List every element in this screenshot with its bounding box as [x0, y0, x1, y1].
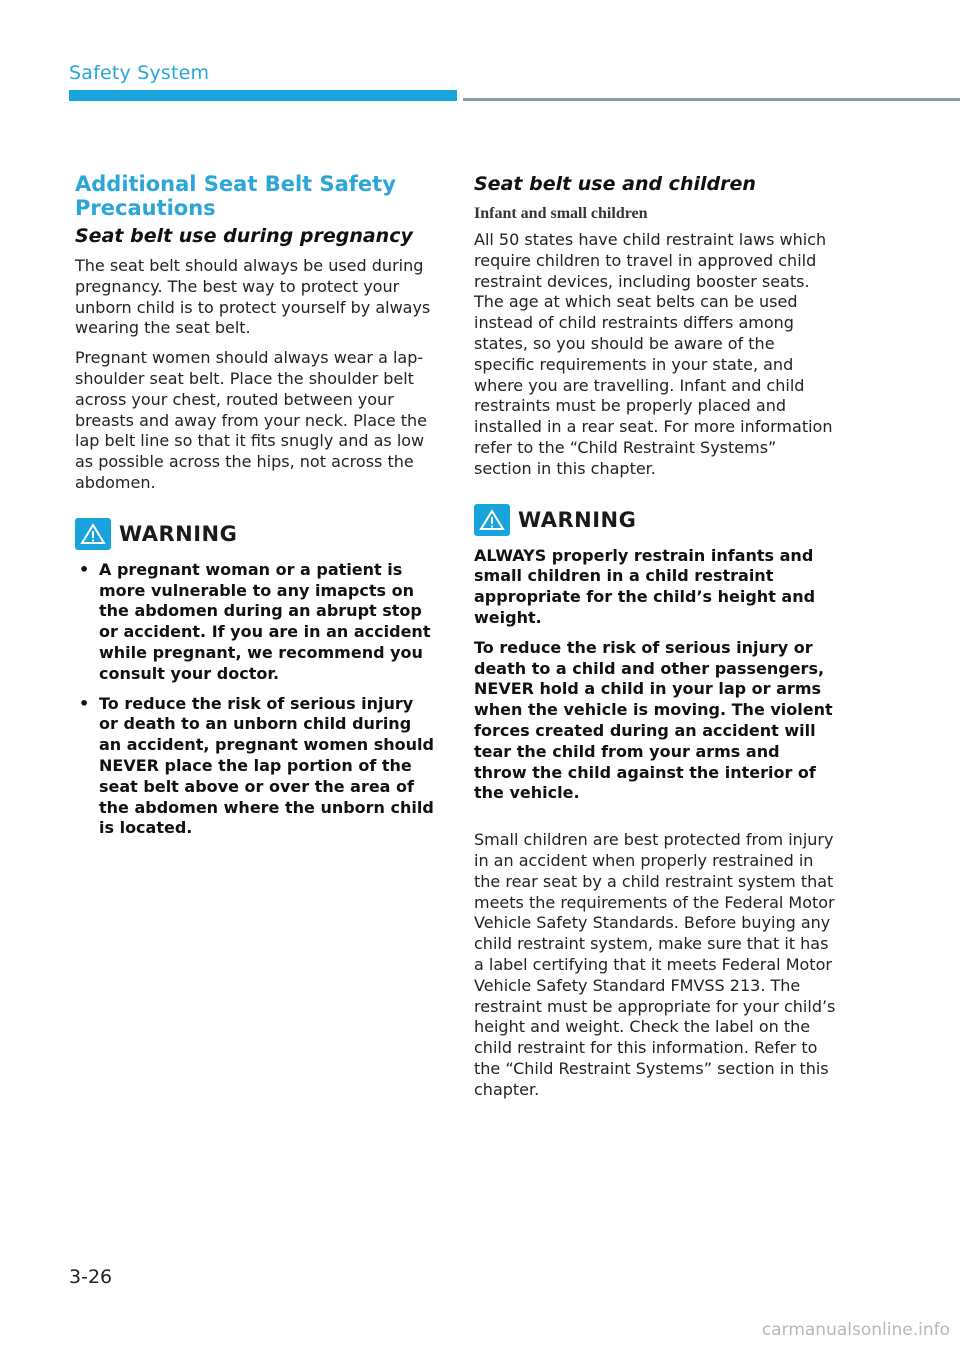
- minor-title-infants: Infant and small children: [474, 205, 648, 222]
- warning-list: [75, 560, 437, 839]
- right-column: [474, 172, 836, 1109]
- running-header-section: Safety System: [69, 62, 210, 84]
- watermark-url: carmanualsonline.info: [761, 1320, 950, 1340]
- warning-list-item: • To reduce the risk of serious injury or death to an unborn child during an accident, pregnant women should NEVER place the lap portion of the seat belt above or over the area of the abdomen where the unborn child is located.: [75, 694, 437, 840]
- paragraph: The seat belt should always be used during pregnancy. The best way to protect your unborn child is to protect yourself by always wearing the seat belt.: [75, 256, 431, 338]
- paragraph: Pregnant women should always wear a lap-shoulder seat belt. Place the shoulder belt across your chest, routed between your breasts and away from your neck. Place the lap belt line so that it fits snugly and as low as possible across the hips, not across the abdomen.: [75, 348, 427, 492]
- subtitle-pregnancy: Seat belt use during pregnancy: [75, 225, 413, 247]
- left-column: [75, 172, 437, 848]
- warning-header: [75, 518, 437, 550]
- warning-header: [474, 504, 836, 536]
- warning-text: ALWAYS properly restrain infants and small children in a child restraint appropriate for the child’s height and weight.: [474, 545, 816, 627]
- paragraph: All 50 states have child restraint laws which require children to travel in approved child restraint devices, including booster seats. The age at which seat belts can be used instead of child restraints differs among states, so you should be aware of the specific requirements in your state, and where you are travelling. Infant and child restraints must be properly placed and installed in a rear seat. For more information refer to the “Child Restraint Systems” section in this chapter.: [474, 230, 833, 478]
- warning-triangle-icon: [75, 518, 111, 550]
- warning-label: WARNING: [119, 521, 238, 546]
- warning-list-item: • A pregnant woman or a patient is more vulnerable to any imapcts on the abdomen during an abrupt stop or accident. If you are in an accident while pregnant, we recommend you consult your doctor.: [75, 560, 437, 685]
- header-divider-line: [463, 98, 960, 101]
- paragraph: Small children are best protected from injury in an accident when properly restrained in the rear seat by a child restraint system that meets the requirements of the Federal Motor Vehicle Safety Standards. Before buying any child restraint system, make sure that it has a label certifying that it meets Federal Motor Vehicle Safety Standard FMVSS 213. The restraint must be appropriate for your child’s height and weight. Check the label on the child restraint for this information. Refer to the “Child Restraint Systems” section in this chapter.: [474, 830, 836, 1099]
- warning-triangle-icon: [474, 504, 510, 536]
- header-accent-bar: [69, 90, 457, 101]
- section-title: Additional Seat Belt Safety Precautions: [75, 172, 396, 220]
- warning-label: WARNING: [518, 507, 637, 532]
- warning-text: To reduce the risk of serious injury or death to a child and other passengers, NEVER hold a child in your lap or arms when the vehicle is moving. The violent forces created during an accident will tear the child from your arms and throw the child against the interior of the vehicle.: [474, 637, 833, 803]
- subtitle-children: Seat belt use and children: [474, 173, 756, 195]
- page-number: 3-26: [69, 1266, 113, 1288]
